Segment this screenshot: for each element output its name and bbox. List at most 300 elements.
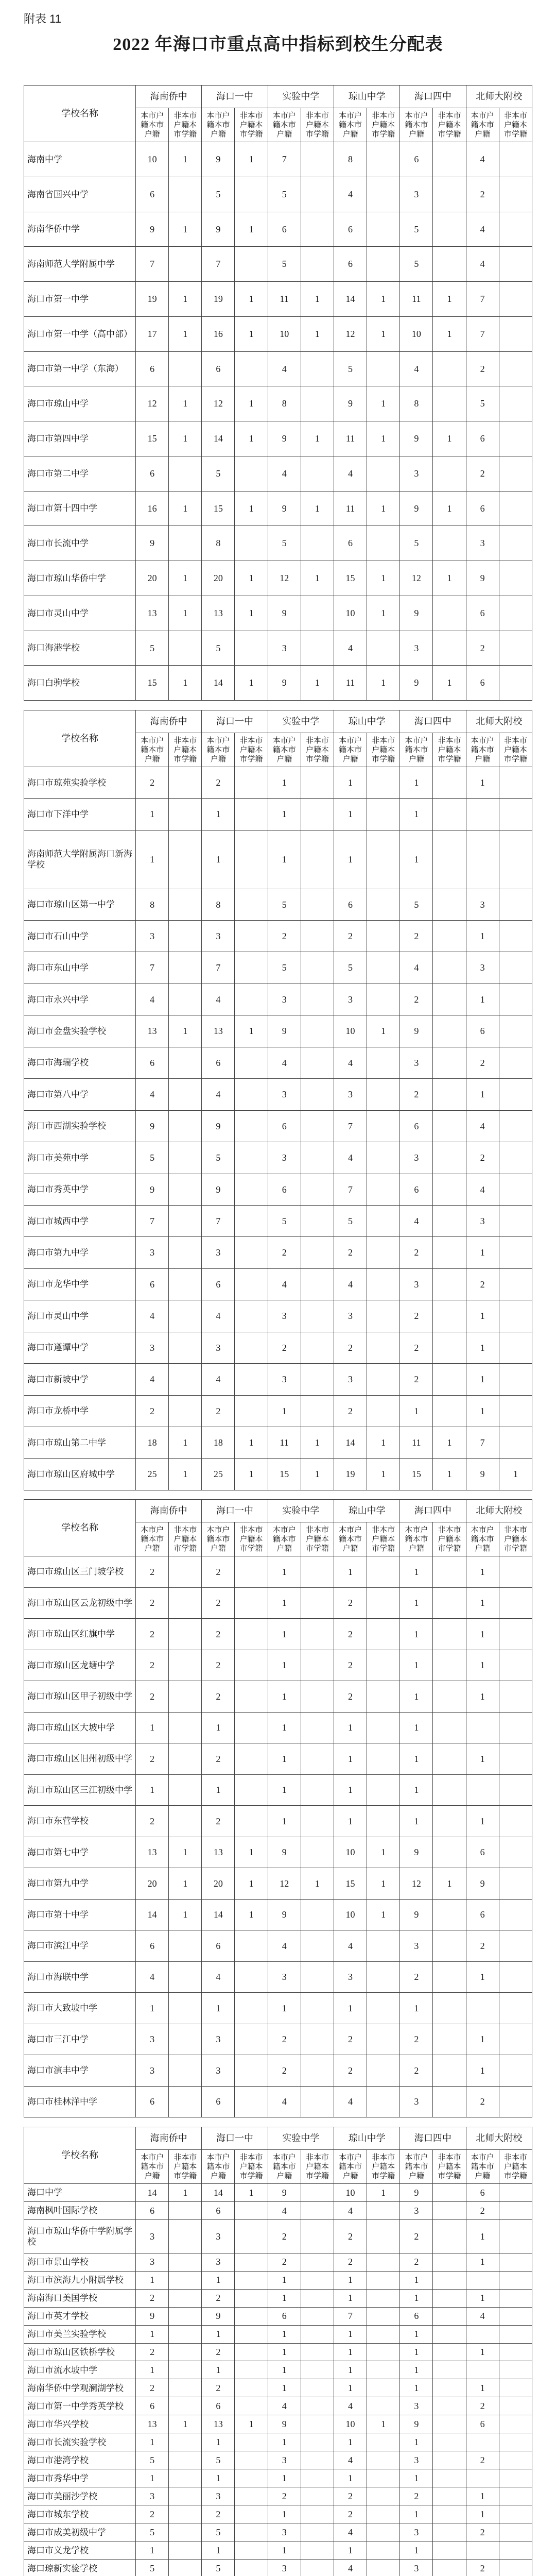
quota-cell: 4: [268, 351, 301, 386]
quota-cell: [235, 1712, 268, 1743]
quota-cell: 5: [334, 351, 367, 386]
quota-cell: [499, 1364, 532, 1395]
table-row: [24, 2361, 532, 2379]
quota-cell: [433, 1142, 466, 1174]
quota-cell: [235, 2307, 268, 2325]
table-row: [24, 1300, 532, 1332]
quota-cell: [499, 491, 532, 526]
quota-cell: 2: [136, 1650, 169, 1681]
quota-cell: 6: [136, 456, 169, 491]
school-name-cell: 海口市第一中学: [24, 282, 136, 317]
quota-cell: 1: [169, 282, 202, 317]
table-row: [24, 1806, 532, 1837]
quota-cell: 1: [466, 1587, 499, 1619]
quota-cell: 16: [202, 316, 235, 351]
quota-cell: 3: [400, 2451, 433, 2469]
school-name-cell: 海口市琼山区三江初级中学: [24, 1774, 136, 1806]
quota-cell: [235, 1395, 268, 1427]
quota-cell: [367, 2289, 400, 2307]
table-row: [24, 2024, 532, 2055]
quota-cell: 5: [268, 247, 301, 282]
quota-cell: 1: [268, 767, 301, 799]
target-school-header: 海南侨中: [136, 1500, 202, 1522]
quota-cell: [301, 2469, 334, 2487]
quota-cell: [301, 2541, 334, 2560]
school-name-cell: 海南华侨中学: [24, 212, 136, 247]
nonlocal-registry-header: 非本市户籍本市学籍: [499, 2150, 532, 2184]
local-registry-header: 本市户籍本市户籍: [466, 733, 499, 767]
quota-cell: 4: [334, 1142, 367, 1174]
quota-cell: [499, 2397, 532, 2415]
table-row: [24, 1268, 532, 1300]
quota-cell: 2: [334, 2253, 367, 2271]
school-name-cell: 海口海港学校: [24, 631, 136, 666]
quota-cell: [301, 1174, 334, 1205]
quota-cell: [499, 2451, 532, 2469]
quota-cell: 14: [136, 2184, 169, 2202]
quota-cell: [169, 2289, 202, 2307]
quota-cell: [235, 2469, 268, 2487]
quota-cell: [169, 1806, 202, 1837]
quota-cell: 6: [268, 2307, 301, 2325]
quota-cell: 2: [334, 1650, 367, 1681]
target-school-header: 琼山中学: [334, 2127, 399, 2150]
quota-cell: [169, 1556, 202, 1588]
quota-cell: [499, 889, 532, 920]
quota-cell: 8: [268, 386, 301, 421]
quota-cell: [169, 1619, 202, 1650]
quota-cell: 4: [466, 247, 499, 282]
quota-cell: 3: [202, 2219, 235, 2253]
quota-cell: [301, 1300, 334, 1332]
school-name-cell: 海口市下洋中学: [24, 799, 136, 830]
quota-cell: 6: [202, 1930, 235, 1962]
quota-cell: 13: [136, 2415, 169, 2433]
quota-cell: 2: [268, 2024, 301, 2055]
quota-cell: 6: [466, 2415, 499, 2433]
quota-cell: 1: [136, 2325, 169, 2343]
quota-cell: [499, 1237, 532, 1268]
quota-cell: 13: [136, 1015, 169, 1047]
quota-cell: [433, 2055, 466, 2087]
quota-cell: 6: [268, 1110, 301, 1142]
quota-cell: [367, 2325, 400, 2343]
school-name-cell: 海口市琼山区红旗中学: [24, 1619, 136, 1650]
quota-cell: 1: [235, 491, 268, 526]
quota-cell: [301, 2523, 334, 2541]
quota-cell: 1: [466, 1395, 499, 1427]
quota-cell: 2: [136, 1806, 169, 1837]
quota-cell: [367, 1079, 400, 1110]
quota-cell: [367, 2397, 400, 2415]
quota-cell: [367, 1237, 400, 1268]
quota-cell: 5: [136, 2560, 169, 2576]
quota-cell: 3: [334, 984, 367, 1015]
school-name-cell: 海口市秀华中学: [24, 2469, 136, 2487]
quota-cell: 3: [202, 2253, 235, 2271]
quota-cell: [235, 1556, 268, 1588]
quota-cell: [433, 2086, 466, 2117]
local-registry-header: 本市户籍本市户籍: [400, 1522, 433, 1556]
quota-cell: [433, 1712, 466, 1743]
table-row: [24, 1837, 532, 1868]
quota-cell: 2: [400, 984, 433, 1015]
quota-cell: [367, 1205, 400, 1236]
school-name-cell: 海口市第一中学（高中部）: [24, 316, 136, 351]
quota-cell: [433, 1961, 466, 1993]
quota-cell: 1: [334, 1806, 367, 1837]
quota-cell: 1: [334, 799, 367, 830]
quota-cell: 1: [136, 2541, 169, 2560]
quota-cell: 2: [136, 1743, 169, 1775]
quota-cell: [433, 2487, 466, 2505]
quota-cell: [433, 456, 466, 491]
quota-cell: 1: [268, 2271, 301, 2289]
quota-cell: 1: [202, 1993, 235, 2024]
quota-cell: [367, 1681, 400, 1713]
quota-cell: [169, 2379, 202, 2397]
quota-cell: 3: [400, 2201, 433, 2219]
quota-cell: 1: [235, 316, 268, 351]
table-row: [24, 1110, 532, 1142]
quota-cell: 1: [334, 1774, 367, 1806]
quota-cell: [301, 1993, 334, 2024]
quota-cell: [235, 2379, 268, 2397]
quota-cell: [169, 2086, 202, 2117]
quota-cell: 1: [169, 1427, 202, 1459]
nonlocal-registry-header: 非本市户籍本市学籍: [235, 733, 268, 767]
quota-cell: [169, 830, 202, 889]
quota-cell: [499, 767, 532, 799]
quota-cell: 7: [202, 247, 235, 282]
quota-cell: 4: [268, 1047, 301, 1078]
quota-cell: 1: [400, 799, 433, 830]
quota-cell: 9: [268, 1837, 301, 1868]
quota-cell: [367, 830, 400, 889]
quota-cell: 3: [334, 1079, 367, 1110]
quota-cell: [235, 2201, 268, 2219]
quota-cell: 1: [334, 2379, 367, 2397]
target-school-header: 北师大附校: [466, 2127, 532, 2150]
table-row: [24, 1993, 532, 2024]
quota-cell: [433, 2523, 466, 2541]
quota-cell: [169, 1268, 202, 1300]
local-registry-header: 本市户籍本市户籍: [466, 2150, 499, 2184]
quota-cell: [499, 830, 532, 889]
quota-cell: [301, 351, 334, 386]
local-registry-header: 本市户籍本市户籍: [334, 1522, 367, 1556]
quota-cell: [235, 1806, 268, 1837]
quota-cell: [169, 1681, 202, 1713]
quota-cell: [367, 1993, 400, 2024]
table-row: [24, 142, 532, 177]
table-row: [24, 2307, 532, 2325]
target-school-header: 海口一中: [202, 2127, 268, 2150]
quota-cell: 1: [268, 2361, 301, 2379]
quota-cell: [367, 1556, 400, 1588]
table-row: [24, 526, 532, 561]
quota-cell: 4: [202, 1300, 235, 1332]
quota-cell: 1: [169, 1899, 202, 1930]
quota-cell: 3: [400, 1930, 433, 1962]
quota-cell: [235, 1650, 268, 1681]
nonlocal-registry-header: 非本市户籍本市学籍: [235, 1522, 268, 1556]
quota-cell: [367, 631, 400, 666]
quota-cell: [499, 2343, 532, 2361]
quota-cell: 2: [202, 2379, 235, 2397]
quota-cell: 1: [400, 1774, 433, 1806]
quota-cell: 7: [268, 142, 301, 177]
quota-cell: [235, 1237, 268, 1268]
quota-cell: 6: [334, 889, 367, 920]
quota-cell: 2: [466, 631, 499, 666]
quota-cell: [301, 2184, 334, 2202]
quota-cell: [433, 2541, 466, 2560]
quota-cell: [367, 2451, 400, 2469]
quota-cell: [433, 596, 466, 631]
quota-cell: [433, 2184, 466, 2202]
quota-cell: 4: [268, 1268, 301, 1300]
quota-cell: 6: [466, 1015, 499, 1047]
quota-cell: 10: [334, 1015, 367, 1047]
quota-cell: [433, 212, 466, 247]
quota-cell: 1: [268, 2343, 301, 2361]
quota-cell: 1: [466, 2379, 499, 2397]
quota-cell: 1: [235, 666, 268, 701]
quota-cell: 1: [268, 1395, 301, 1427]
quota-cell: 3: [268, 2560, 301, 2576]
school-name-cell: 海口市第九中学: [24, 1868, 136, 1900]
quota-cell: [367, 1743, 400, 1775]
quota-cell: 1: [466, 1650, 499, 1681]
quota-cell: [367, 1332, 400, 1363]
quota-cell: 9: [400, 596, 433, 631]
nonlocal-registry-header: 非本市户籍本市学籍: [433, 733, 466, 767]
quota-cell: [301, 1961, 334, 1993]
quota-cell: 2: [202, 1556, 235, 1588]
quota-cell: [499, 2379, 532, 2397]
quota-cell: 1: [334, 2361, 367, 2379]
table-row: [24, 2219, 532, 2253]
quota-cell: [301, 386, 334, 421]
quota-cell: [235, 1110, 268, 1142]
quota-cell: [433, 1332, 466, 1363]
quota-cell: [367, 1047, 400, 1078]
quota-cell: [301, 767, 334, 799]
quota-cell: [301, 1930, 334, 1962]
quota-cell: [433, 1110, 466, 1142]
quota-cell: [499, 316, 532, 351]
quota-cell: 2: [334, 2219, 367, 2253]
quota-cell: 1: [169, 316, 202, 351]
quota-cell: [499, 2253, 532, 2271]
quota-cell: [235, 456, 268, 491]
table-row: [24, 1395, 532, 1427]
quota-cell: [367, 456, 400, 491]
quota-cell: 9: [202, 142, 235, 177]
quota-cell: 1: [235, 212, 268, 247]
quota-cell: [499, 1899, 532, 1930]
quota-cell: 11: [400, 1427, 433, 1459]
quota-cell: 1: [466, 1619, 499, 1650]
quota-cell: 3: [136, 921, 169, 952]
quota-cell: [466, 2433, 499, 2451]
quota-cell: 12: [400, 1868, 433, 1900]
quota-cell: 1: [235, 1868, 268, 1900]
quota-cell: [367, 2433, 400, 2451]
quota-cell: [499, 2289, 532, 2307]
quota-cell: 2: [466, 1268, 499, 1300]
quota-cell: [499, 1993, 532, 2024]
table-row: [24, 1619, 532, 1650]
quota-cell: 4: [334, 1268, 367, 1300]
quota-cell: 1: [268, 1743, 301, 1775]
quota-cell: [301, 2361, 334, 2379]
table-row: [24, 1364, 532, 1395]
quota-cell: 7: [466, 282, 499, 317]
quota-cell: 1: [433, 1427, 466, 1459]
quota-cell: [466, 2361, 499, 2379]
quota-cell: [301, 1142, 334, 1174]
quota-cell: 16: [136, 491, 169, 526]
quota-cell: 1: [235, 386, 268, 421]
quota-cell: 12: [202, 386, 235, 421]
quota-cell: 6: [136, 1047, 169, 1078]
quota-cell: 2: [334, 1395, 367, 1427]
quota-cell: [169, 351, 202, 386]
quota-cell: [235, 1332, 268, 1363]
quota-cell: [367, 1930, 400, 1962]
quota-cell: 9: [268, 2415, 301, 2433]
school-name-cell: 海口市华兴学校: [24, 2415, 136, 2433]
quota-cell: 1: [334, 830, 367, 889]
quota-cell: 2: [466, 2451, 499, 2469]
school-name-cell: 海口市海瑞学校: [24, 1047, 136, 1078]
quota-cell: 1: [136, 2271, 169, 2289]
quota-cell: 14: [202, 666, 235, 701]
quota-cell: [499, 177, 532, 212]
quota-cell: 1: [334, 2325, 367, 2343]
quota-cell: [235, 1930, 268, 1962]
quota-cell: 4: [268, 2086, 301, 2117]
quota-cell: 2: [202, 2343, 235, 2361]
table-row: [24, 1961, 532, 1993]
quota-cell: [235, 2560, 268, 2576]
quota-cell: 4: [268, 456, 301, 491]
table-row: [24, 386, 532, 421]
quota-cell: 3: [136, 1237, 169, 1268]
school-name-cell: 海南师范大学附属海口新海学校: [24, 830, 136, 889]
quota-cell: 1: [466, 2253, 499, 2271]
quota-cell: 4: [334, 1930, 367, 1962]
quota-cell: 12: [268, 561, 301, 596]
quota-cell: 3: [400, 2560, 433, 2576]
quota-cell: 1: [268, 1806, 301, 1837]
quota-cell: [235, 1300, 268, 1332]
quota-cell: [235, 351, 268, 386]
quota-cell: [169, 799, 202, 830]
quota-cell: 7: [466, 1427, 499, 1459]
quota-cell: 5: [136, 2523, 169, 2541]
quota-cell: [301, 1110, 334, 1142]
school-name-cell: 海口市滨海九小附属学校: [24, 2271, 136, 2289]
quota-cell: 1: [367, 491, 400, 526]
quota-cell: 3: [136, 2024, 169, 2055]
quota-cell: [169, 1993, 202, 2024]
quota-cell: 1: [169, 2415, 202, 2433]
quota-cell: [433, 2325, 466, 2343]
quota-cell: 2: [466, 1047, 499, 1078]
quota-cell: [235, 921, 268, 952]
nonlocal-registry-header: 非本市户籍本市学籍: [499, 733, 532, 767]
quota-cell: [367, 2487, 400, 2505]
quota-cell: [433, 526, 466, 561]
quota-cell: 1: [367, 1459, 400, 1490]
quota-cell: 1: [400, 2469, 433, 2487]
quota-cell: 3: [136, 2219, 169, 2253]
target-school-header: 海口四中: [400, 86, 466, 108]
quota-cell: 1: [367, 2184, 400, 2202]
quota-cell: [466, 1774, 499, 1806]
quota-cell: 1: [466, 984, 499, 1015]
quota-cell: 2: [334, 2505, 367, 2523]
quota-cell: 13: [202, 596, 235, 631]
quota-cell: [499, 596, 532, 631]
quota-cell: 2: [136, 2343, 169, 2361]
table-row: [24, 1868, 532, 1900]
quota-cell: [235, 1079, 268, 1110]
page-title: 2022 年海口市重点高中指标到校生分配表: [113, 35, 443, 54]
quota-cell: 6: [136, 2201, 169, 2219]
table-row: [24, 2325, 532, 2343]
quota-cell: 9: [400, 421, 433, 456]
quota-cell: 8: [400, 386, 433, 421]
quota-cell: [169, 2201, 202, 2219]
quota-cell: 9: [268, 666, 301, 701]
target-school-header: 海口四中: [400, 2127, 466, 2150]
quota-cell: [367, 1268, 400, 1300]
quota-cell: [433, 177, 466, 212]
table-row: [24, 1681, 532, 1713]
quota-cell: 1: [202, 2541, 235, 2560]
quota-cell: [499, 351, 532, 386]
quota-cell: [367, 1774, 400, 1806]
quota-cell: 3: [202, 2055, 235, 2087]
quota-cell: 14: [202, 2184, 235, 2202]
nonlocal-registry-header: 非本市户籍本市学籍: [367, 1522, 400, 1556]
quota-cell: 1: [433, 491, 466, 526]
quota-cell: 25: [136, 1459, 169, 1490]
quota-cell: 2: [400, 1079, 433, 1110]
nonlocal-registry-header: 非本市户籍本市学籍: [301, 2150, 334, 2184]
quota-cell: 9: [466, 561, 499, 596]
quota-cell: 5: [202, 456, 235, 491]
school-name-cell: 海口市龙桥中学: [24, 1395, 136, 1427]
quota-cell: 1: [334, 1556, 367, 1588]
school-name-cell: 海口市滨江中学: [24, 1930, 136, 1962]
quota-cell: 1: [334, 2271, 367, 2289]
quota-cell: 12: [136, 386, 169, 421]
quota-cell: 6: [202, 351, 235, 386]
quota-cell: [367, 2361, 400, 2379]
quota-cell: 1: [367, 316, 400, 351]
table-row: [24, 984, 532, 1015]
quota-cell: 1: [466, 1961, 499, 1993]
quota-cell: 1: [400, 1587, 433, 1619]
school-name-cell: 海口市东营学校: [24, 1806, 136, 1837]
quota-cell: 1: [433, 421, 466, 456]
allocation-table-2: [24, 710, 532, 1490]
